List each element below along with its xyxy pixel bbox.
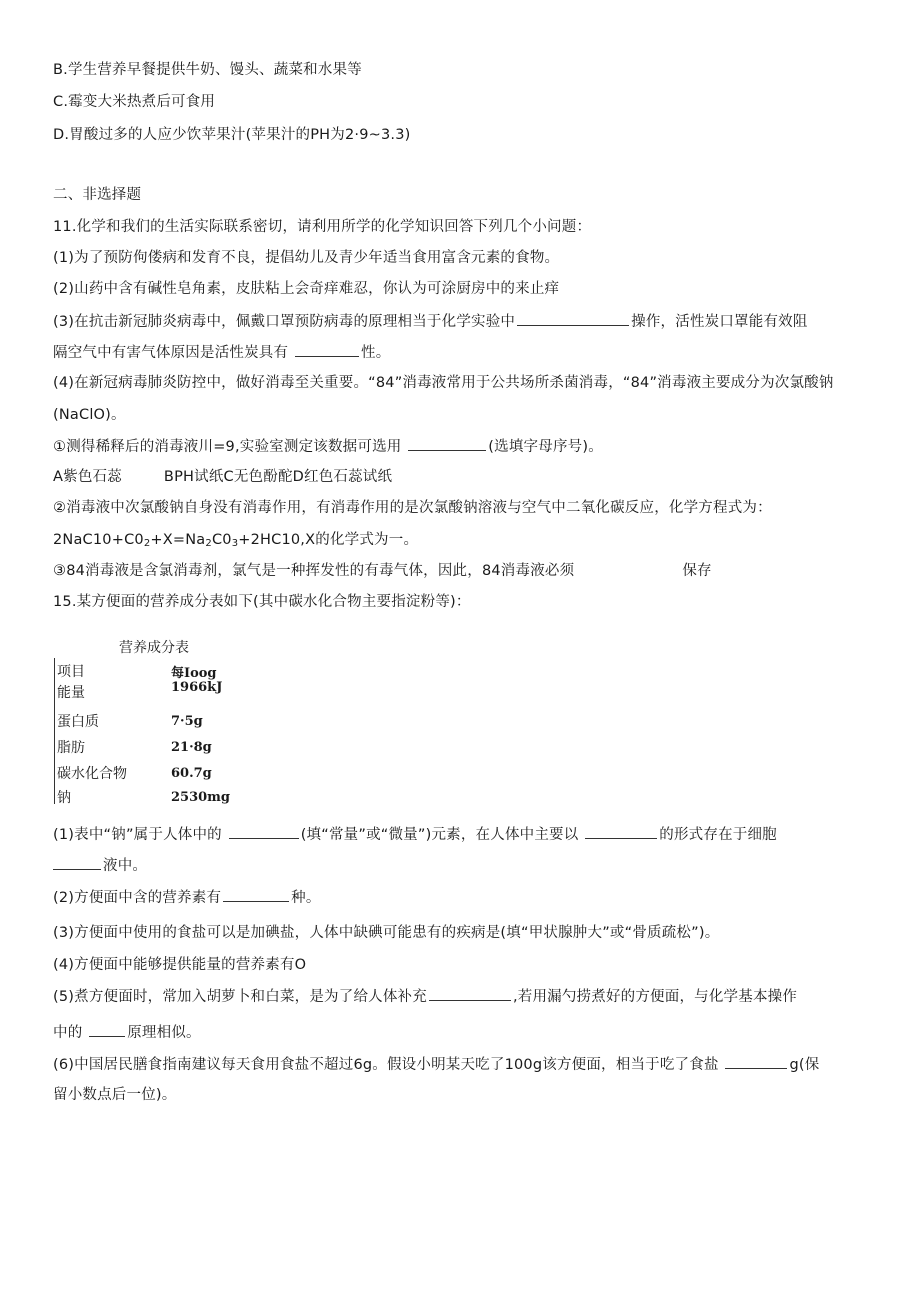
- text-segment: 中的: [53, 1025, 83, 1041]
- table-row-item: 钠: [57, 790, 71, 806]
- text-segment: 的形式存在于细胞: [659, 827, 777, 843]
- question-11-part-1: (1)为了预防佝偻病和发育不良，提倡幼儿及青少年适当食用富含元素的食物。: [53, 250, 560, 266]
- question-15-part-1b: [53, 855, 147, 876]
- answer-blank[interactable]: [295, 342, 359, 357]
- answer-blank[interactable]: [229, 824, 299, 839]
- answer-blank[interactable]: [429, 986, 511, 1001]
- question-11-part-3a: [53, 311, 808, 332]
- table-row-value: 21·8g: [171, 740, 212, 755]
- question-15-part-1a: [53, 824, 777, 845]
- question-11-part-4b: (NaClO)。: [53, 407, 126, 423]
- option-bcd-text: BPH试纸C无色酚酡D红色石蕊试纸: [163, 469, 393, 485]
- question-11-options: [53, 467, 392, 487]
- text-segment: 性。: [361, 345, 391, 361]
- text-segment: 保存: [682, 563, 712, 579]
- answer-blank[interactable]: [53, 855, 101, 870]
- table-row-value: 1966kJ: [171, 680, 223, 695]
- question-15-part-5b: [53, 1022, 201, 1043]
- table-row-value: 60.7g: [171, 766, 212, 781]
- option-b: B.学生营养早餐提供牛奶、馒头、蔬菜和水果等: [53, 62, 362, 78]
- table-row-value: 7·5g: [171, 714, 203, 729]
- text-segment: ①测得稀释后的消毒液川=9,实验室测定该数据可选用: [53, 439, 402, 455]
- table-row-item: 项目: [57, 664, 85, 680]
- text-segment: 隔空气中有害气体原因是活性炭具有: [53, 345, 289, 361]
- answer-blank[interactable]: [89, 1022, 125, 1037]
- text-segment: ③84消毒液是含氯消毒剂，氯气是一种挥发性的有毒气体，因此，84消毒液必须: [53, 563, 575, 579]
- text-segment: (填“常量”或“微量”)元素，在人体中主要以: [300, 827, 579, 843]
- answer-blank[interactable]: [725, 1054, 787, 1069]
- question-11-part-2: (2)山药中含有碱性皂角素，皮肤粘上会奇痒难忍，你认为可涂厨房中的来止痒: [53, 281, 560, 297]
- equation-segment: 2NaC10+C0: [53, 532, 144, 548]
- text-segment: (选填字母序号)。: [488, 439, 603, 455]
- text-segment: (2)方便面中含的营养素有: [53, 890, 222, 906]
- equation-segment: C0: [211, 532, 232, 548]
- text-segment: (6)中国居民膳食指南建议每天食用食盐不超过6g。假设小明某天吃了100g该方便面，相当于吃了食盐: [53, 1057, 719, 1073]
- answer-blank[interactable]: [585, 824, 657, 839]
- question-15-part-5a: [53, 986, 797, 1007]
- text-segment: 种。: [291, 890, 321, 906]
- question-11-part-4a: (4)在新冠病毒肺炎防控中，做好消毒至关重要。“84”消毒液常用于公共场所杀菌消毒，“84”消毒液主要成分为次氯酸钠: [53, 375, 834, 391]
- answer-blank[interactable]: [223, 887, 289, 902]
- table-row-value: 2530mg: [171, 790, 231, 805]
- section-heading: 二、非选择题: [53, 187, 142, 203]
- text-segment: (3)在抗击新冠肺炎病毒中，佩戴口罩预防病毒的原理相当于化学实验中: [53, 314, 516, 330]
- table-row-item: 碳水化合物: [57, 766, 127, 782]
- option-d: D.胃酸过多的人应少饮苹果汁(苹果汁的PH为2·9~3.3): [53, 127, 411, 143]
- answer-blank[interactable]: [408, 436, 486, 451]
- subscript: 2: [143, 538, 151, 549]
- question-15-part-6a: [53, 1054, 819, 1075]
- text-segment: (5)煮方便面时，常加入胡萝卜和白菜，是为了给人体补充: [53, 989, 427, 1005]
- question-11-part-4d: ②消毒液中次氯酸钠自身没有消毒作用，有消毒作用的是次氯酸钠溶液与空气中二氧化碳反应，化学方程式为：: [53, 500, 772, 516]
- option-a-text: A紫色石蕊: [53, 469, 122, 485]
- text-segment: 原理相似。: [127, 1025, 201, 1041]
- table-row-item: 能量: [57, 685, 85, 701]
- option-c: C.霉变大米热煮后可食用: [53, 94, 216, 110]
- table-row-item: 蛋白质: [57, 714, 99, 730]
- question-11-part-4c: [53, 436, 603, 457]
- text-segment: (1)表中“钠”属于人体中的: [53, 827, 222, 843]
- question-15-part-3: (3)方便面中使用的食盐可以是加碘盐，人体中缺碘可能患有的疾病是(填“甲状腺肿大”或“骨质疏松”)。: [53, 925, 720, 941]
- table-row-value: 每Ioog: [171, 666, 217, 681]
- table-row-item: 脂肪: [57, 740, 85, 756]
- text-segment: g(保: [789, 1057, 820, 1073]
- text-segment: 液中。: [103, 858, 148, 874]
- question-15-part-6b: 留小数点后一位)。: [53, 1087, 177, 1103]
- question-11-part-3b: [53, 342, 390, 363]
- subscript: 2: [205, 538, 212, 549]
- text-segment: ,若用漏勺捞煮好的方便面，与化学基本操作: [512, 989, 798, 1005]
- question-15-part-4: (4)方便面中能够提供能量的营养素有O: [53, 957, 307, 973]
- equation-segment: +2HC10,X的化学式为一。: [238, 532, 419, 548]
- question-11-part-4f: [53, 561, 712, 581]
- equation-segment: +X=Na: [150, 532, 206, 548]
- question-11: 11.化学和我们的生活实际联系密切，请利用所学的化学知识回答下列几个小问题：: [53, 219, 592, 235]
- question-15-part-2: [53, 887, 321, 908]
- answer-blank[interactable]: [517, 311, 629, 326]
- subscript: 3: [231, 538, 239, 549]
- table-title: 营养成分表: [119, 640, 189, 656]
- table-left-border: [54, 658, 55, 804]
- question-15: 15.某方便面的营养成分表如下(其中碳水化合物主要指淀粉等)：: [53, 594, 471, 610]
- chemical-equation: [53, 530, 418, 554]
- text-segment: 操作，活性炭口罩能有效阻: [631, 314, 808, 330]
